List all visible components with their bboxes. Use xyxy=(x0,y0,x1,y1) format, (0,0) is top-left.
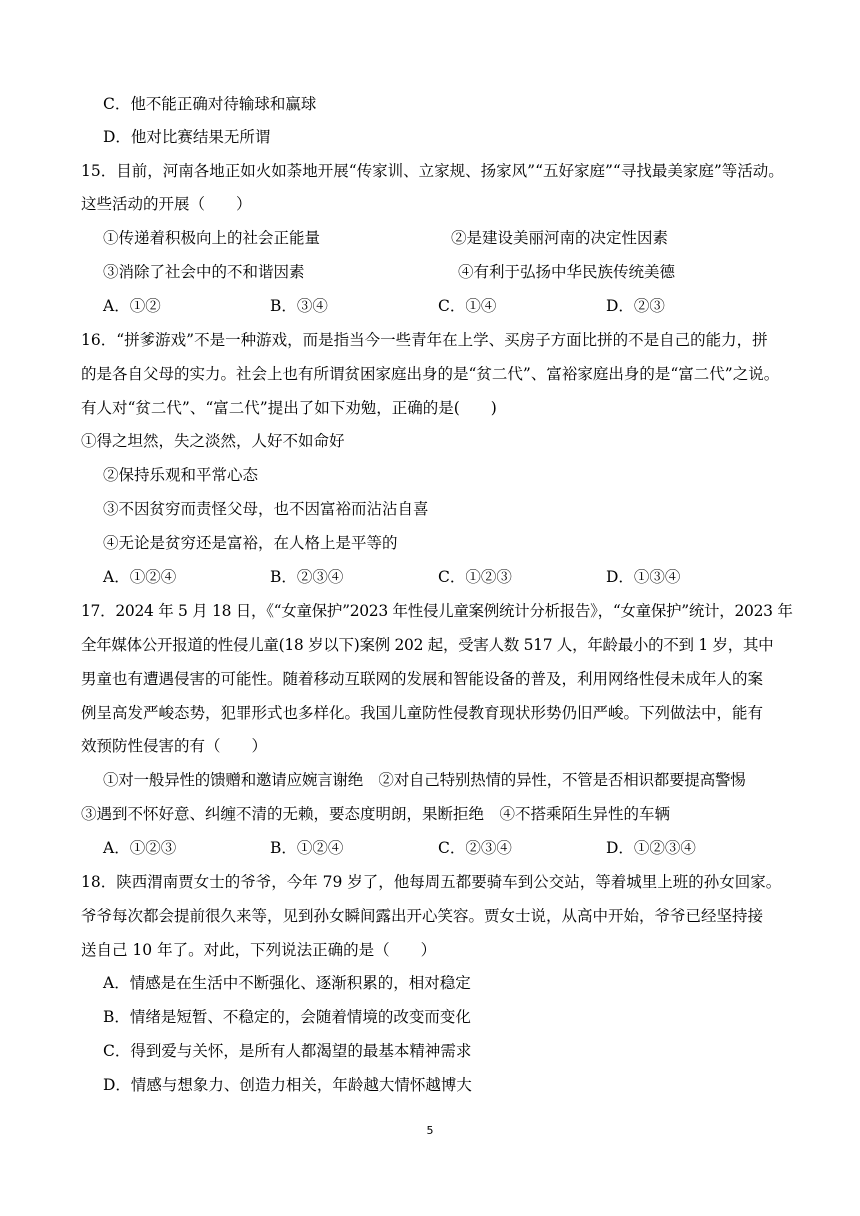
q16-item-4: ④无论是贫穷还是富裕，在人格上是平等的 xyxy=(103,534,398,552)
q14-option-c: C．他不能正确对待输球和赢球 xyxy=(103,95,317,113)
q17-option-d: D．①②③④ xyxy=(606,839,696,857)
q16-option-a: A．①②④ xyxy=(103,568,177,586)
q17-stem-line3: 男童也有遭遇侵害的可能性。随着移动互联网的发展和智能设备的普及，利用网络性侵未成年人的案 xyxy=(81,670,764,688)
q15-stem-line2: 这些活动的开展（ ） xyxy=(81,195,252,213)
q16-item-1: ①得之坦然，失之淡然，人好不如命好 xyxy=(81,432,345,450)
q15-option-d: D．②③ xyxy=(606,297,665,315)
q15-item-3: ③消除了社会中的不和谐因素 xyxy=(103,263,305,281)
page-number: 5 xyxy=(426,1124,434,1137)
q17-option-a: A．①②③ xyxy=(103,839,177,857)
q15-option-a: A．①② xyxy=(103,297,161,315)
q14-option-d: D．他对比赛结果无所谓 xyxy=(103,128,271,146)
q17-stem-line5: 效预防性侵害的有（ ） xyxy=(81,737,268,755)
q16-stem-line2: 的是各自父母的实力。社会上也有所谓贫困家庭出身的是“贫二代”、富裕家庭出身的是“富二代”之说。 xyxy=(81,365,780,383)
q15-item-1: ①传递着积极向上的社会正能量 xyxy=(103,229,321,247)
q15-item-2: ②是建设美丽河南的决定性因素 xyxy=(451,229,669,247)
q15-option-c: C．①④ xyxy=(438,297,497,315)
q17-items-1-2: ①对一般异性的馈赠和邀请应婉言谢绝 ②对自己特别热情的异性，不管是否相识都要提高警惕 xyxy=(103,771,746,789)
q15-item-4: ④有利于弘扬中华民族传统美德 xyxy=(458,263,676,281)
q15-option-b: B．③④ xyxy=(270,297,328,315)
q17-stem-line2: 全年媒体公开报道的性侵儿童(18 岁以下)案例 202 起，受害人数 517 人，年龄最小的不到 1 岁，其中 xyxy=(81,636,774,654)
q18-stem-line1: 18．陕西渭南贾女士的爷爷，今年 79 岁了，他每周五都要骑车到公交站，等着城里上班的孙女回家。 xyxy=(81,873,782,891)
q17-stem-line1: 17．2024 年 5 月 18 日，《“女童保护”2023 年性侵儿童案例统计分析报告》，“女童保护”统计，2023 年 xyxy=(81,602,793,620)
q18-stem-line2: 爷爷每次都会提前很久来等，见到孙女瞬间露出开心笑容。贾女士说，从高中开始，爷爷已经坚持接 xyxy=(81,907,764,925)
q16-item-3: ③不因贫穷而责怪父母，也不因富裕而沾沾自喜 xyxy=(103,500,429,518)
q18-option-a: A．情感是在生活中不断强化、逐渐积累的，相对稳定 xyxy=(103,974,471,992)
q16-stem-line3: 有人对“贫二代”、“富二代”提出了如下劝勉，正确的是( ) xyxy=(81,399,497,417)
q18-stem-line3: 送自己 10 年了。对此，下列说法正确的是（ ） xyxy=(81,941,437,959)
q16-item-2: ②保持乐观和平常心态 xyxy=(103,466,259,484)
q18-option-d: D．情感与想象力、创造力相关，年龄越大情怀越博大 xyxy=(103,1076,472,1094)
q17-option-b: B．①②④ xyxy=(270,839,344,857)
q17-items-3-4: ③遇到不怀好意、纠缠不清的无赖，要态度明朗，果断拒绝 ④不搭乘陌生异性的车辆 xyxy=(81,805,671,823)
q18-option-b: B．情绪是短暂、不稳定的，会随着情境的改变而变化 xyxy=(103,1008,471,1026)
q16-option-b: B．②③④ xyxy=(270,568,344,586)
q17-stem-line4: 例呈高发严峻态势，犯罪形式也多样化。我国儿童防性侵教育现状形势仍旧严峻。下列做法中，能有 xyxy=(81,704,764,722)
q16-stem-line1: 16．“拼爹游戏”不是一种游戏，而是指当今一些青年在上学、买房子方面比拼的不是自己的能力，拼 xyxy=(81,331,768,349)
q16-option-c: C．①②③ xyxy=(438,568,512,586)
q17-option-c: C．②③④ xyxy=(438,839,512,857)
q16-option-d: D．①③④ xyxy=(606,568,681,586)
q15-stem-line1: 15．目前，河南各地正如火如荼地开展“传家训、立家规、扬家风”“五好家庭”“寻找最美家庭”等活动。 xyxy=(81,162,784,180)
q18-option-c: C．得到爱与关怀，是所有人都渴望的最基本精神需求 xyxy=(103,1042,472,1060)
